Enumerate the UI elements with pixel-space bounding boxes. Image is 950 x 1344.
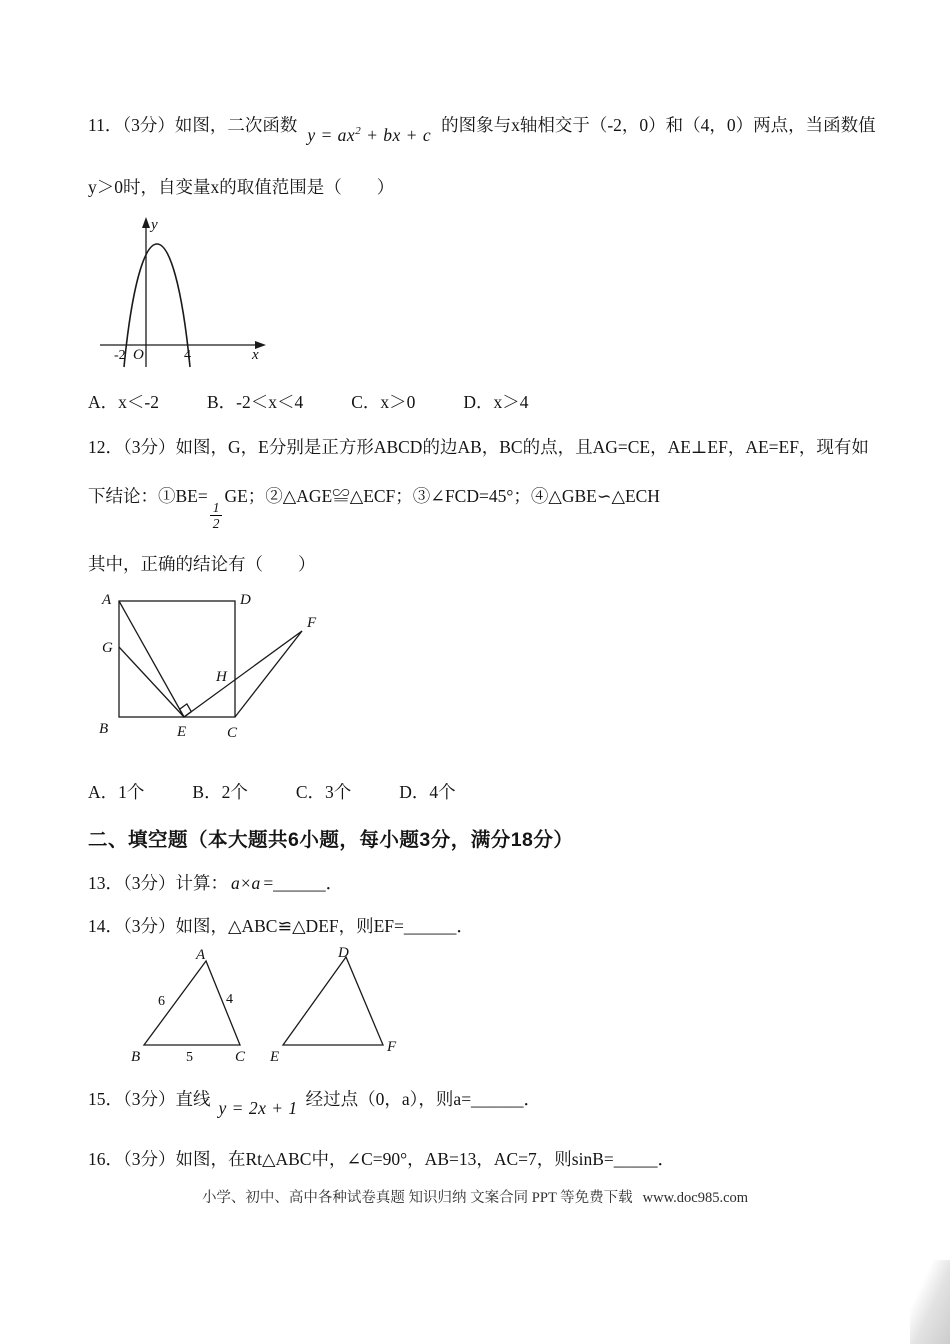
segment-AE (119, 601, 184, 717)
question-14: 14．（3分）如图，△ABC≌△DEF，则EF=______． (88, 915, 474, 936)
q15-line-formula: y = 2x + 1 (218, 1097, 298, 1118)
q11-text-post: 的图象与x轴相交于（-2，0）和（4，0）两点，当函数值 (441, 115, 876, 135)
q12-line1: 12．（3分）如图，G，E分别是正方形ABCD的边AB，BC的点，且AG=CE，AE⊥EF，AE=EF，现有如 (88, 436, 869, 457)
section-2-title: 二、填空题（本大题共6小题，每小题3分，满分18分） (88, 829, 574, 852)
label-D: D (240, 592, 251, 609)
side-AC-length: 4 (226, 991, 233, 1007)
graph-root1-label: -2 (114, 347, 126, 363)
footer-text: 小学、初中、高中各种试卷真题 知识归纳 文案合同 PPT 等免费下载 (201, 1190, 633, 1206)
congruent-triangles-diagram (128, 947, 438, 1072)
question-11 (88, 112, 880, 414)
side-BC-length: 5 (186, 1049, 193, 1065)
q11-options (88, 389, 880, 414)
y-axis-arrow (142, 217, 150, 228)
q15-text-post: 经过点（0，a），则a=______． (305, 1088, 542, 1109)
q11-formula-part1: y = ax (307, 125, 356, 145)
square-diagram (94, 587, 424, 765)
q12-option-a: A．1个 (88, 782, 145, 803)
footer-site-url: www.doc985.com (642, 1190, 749, 1206)
q11-line2: y＞0时，自变量x的取值范围是（ ） (88, 177, 395, 198)
q12-conclusions-post: GE；②△AGE≌△ECF；③∠FCD=45°；④△GBE∽△ECH (224, 485, 660, 506)
q12-conclusions-pre: 下结论：①BE= (88, 485, 208, 506)
question-12 (88, 434, 880, 805)
q13-expression: a×a (231, 873, 261, 894)
q11-quadratic-formula (307, 122, 431, 148)
q11-option-b: B．-2＜x＜4 (206, 391, 304, 412)
q11-formula-part2: + bx + c (361, 125, 432, 145)
label-E: E (270, 1048, 280, 1065)
q12-line2 (88, 484, 880, 531)
q14-triangles-figure (128, 947, 880, 1072)
q11-option-c: C．x＞0 (351, 391, 416, 412)
label-E: E (177, 724, 187, 741)
label-H: H (216, 669, 227, 686)
segment-GE (119, 647, 184, 717)
label-B: B (131, 1048, 141, 1065)
label-B: B (99, 721, 109, 738)
label-C: C (235, 1048, 246, 1065)
label-D: D (338, 946, 349, 961)
square-ABCD (119, 601, 235, 717)
q11-option-d: D．x＞4 (463, 391, 529, 412)
question-15 (88, 1086, 880, 1118)
q12-option-d: D．4个 (399, 782, 456, 803)
q12-options (88, 779, 880, 804)
label-C: C (227, 725, 238, 742)
page-footer (0, 1186, 950, 1207)
graph-origin-label: O (133, 346, 144, 363)
q11-formula-exponent: 2 (355, 125, 362, 138)
q13-text-pre: 13．（3分）计算： (88, 873, 228, 894)
q11-option-a: A．x＜-2 (88, 391, 159, 412)
parabola-graph (94, 215, 274, 375)
one-half-fraction (210, 501, 223, 531)
q11-line1 (88, 112, 880, 145)
triangle-DEF (283, 957, 383, 1045)
q15-text-pre: 15．（3分）直线 (88, 1088, 211, 1109)
fraction-numerator: 1 (212, 499, 220, 515)
q11-parabola-figure (94, 215, 880, 375)
label-A: A (102, 592, 112, 609)
side-AB-length: 6 (158, 993, 165, 1009)
label-F: F (307, 615, 317, 632)
graph-x-label: x (252, 346, 259, 363)
q12-square-figure (94, 587, 880, 765)
q11-text-pre: 11．（3分）如图，二次函数 (88, 115, 298, 135)
label-G: G (102, 640, 113, 657)
scan-page-edge-artifact (910, 1260, 950, 1344)
q12-option-c: C．3个 (295, 782, 352, 803)
fraction-denominator: 2 (210, 515, 223, 531)
segment-EF (184, 631, 302, 717)
q12-line3: 其中，正确的结论有（ ） (88, 554, 316, 575)
exam-content (88, 112, 880, 1182)
question-16: 16．（3分）如图，在Rt△ABC中，∠C=90°，AB=13，AC=7，则sinB=_____． (88, 1149, 676, 1170)
graph-y-label: y (151, 216, 158, 233)
label-F: F (387, 1038, 397, 1055)
question-13 (88, 870, 880, 896)
q13-blank: =______． (263, 873, 344, 894)
segment-CF (235, 631, 302, 717)
q12-option-b: B．2个 (192, 782, 248, 803)
graph-root2-label: 4 (184, 347, 191, 363)
label-A: A (196, 946, 206, 963)
